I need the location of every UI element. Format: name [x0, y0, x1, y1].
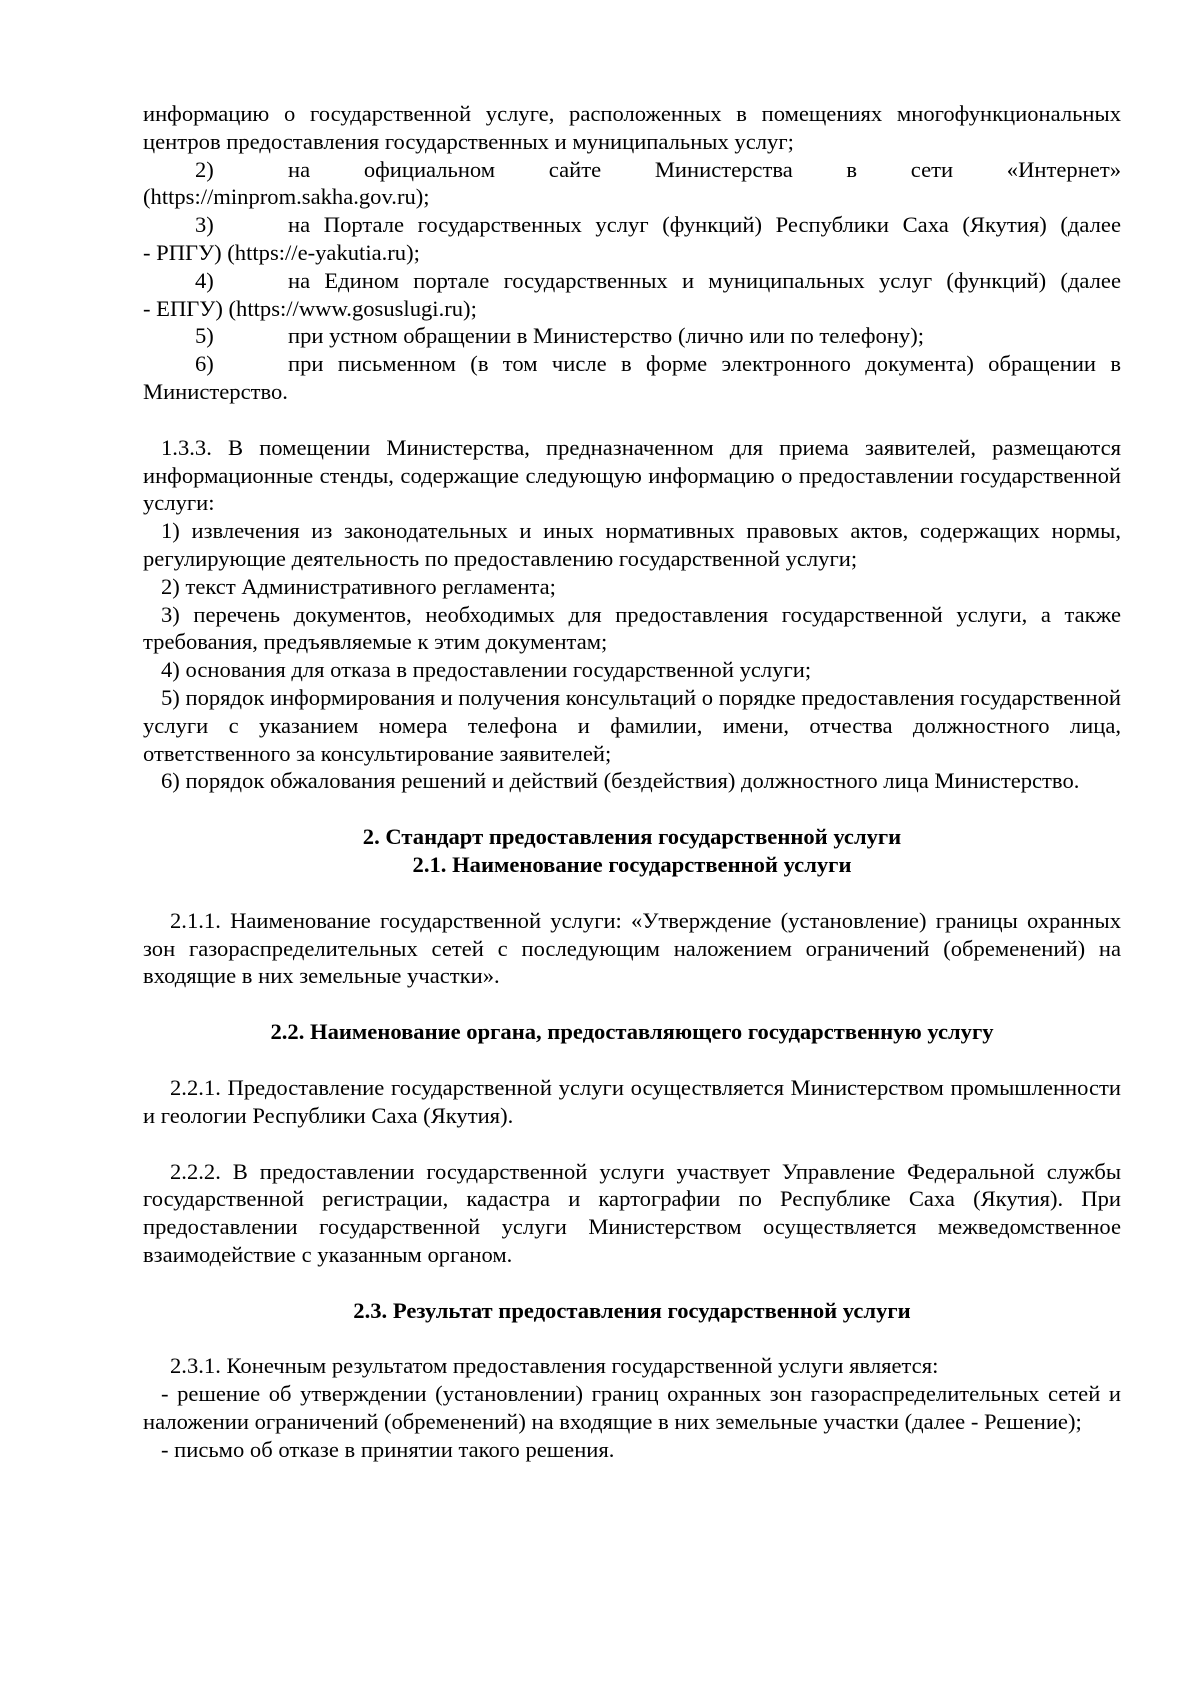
list-item: 1) извлечения из законодательных и иных нормативных правовых актов, содержащих нормы, регулирующие деятельность по предоставлению государственной услуги; [143, 518, 1121, 571]
list-item-text: на Портале государственных услуг (функций) Республики Саха (Якутия) (далее [288, 212, 1121, 238]
paragraph-2-1-1: 2.1.1. Наименование государственной услуги: «Утверждение (установление) границы охранных зон газораспределительных сетей с последующим наложением ограничений (обременений) на входящие в них земельные участки». [143, 907, 1121, 989]
list-item: 5) порядок информирования и получения консультаций о порядке предоставления государственной услуги с указанием номера телефона и фамилии, имени, отчества должностного лица, ответственного за консультирование заявителей; [143, 684, 1121, 766]
list-item: 2) текст Административного регламента; [161, 573, 556, 599]
list-item-continuation: Министерство. [143, 378, 288, 404]
subsection-title: 2.3. Результат предоставления государственной услуги [353, 1297, 911, 1323]
subsection-title: 2.1. Наименование государственной услуги [412, 851, 852, 877]
list-item: 6) порядок обжалования решений и действий (бездействия) должностного лица Министерство. [161, 768, 1080, 794]
section-title: 2. Стандарт предоставления государственной услуги [362, 824, 902, 850]
list-item: 3) перечень документов, необходимых для предоставления государственной услуги, а также требования, предъявляемые к этим документам; [143, 601, 1121, 655]
list-item: 4) основания для отказа в предоставлении государственной услуги; [161, 657, 812, 683]
list-item [143, 322, 1121, 350]
document-page [143, 100, 1121, 1464]
list-item-text: при устном обращении в Министерство (лично или по телефону); [288, 323, 925, 349]
list-item-continuation: (https://minprom.sakha.gov.ru); [143, 184, 430, 210]
list-item-text: на официальном сайте Министерства в сети «Интернет» [288, 156, 1121, 182]
spacer [143, 990, 1121, 1018]
spacer [143, 1269, 1121, 1297]
result-item: - решение об утверждении (установлении) границ охранных зон газораспределительных сетей и наложении ограничений (обременений) на входящие в них земельные участки (далее - Решение); [143, 1381, 1121, 1435]
spacer [143, 406, 1121, 434]
spacer [143, 1130, 1121, 1158]
list-item-continuation: - РПГУ) (https://e-yakutia.ru); [143, 239, 420, 265]
list-item-number: 5) [195, 323, 214, 349]
list-item-number: 6) [195, 351, 214, 377]
paragraph-1-3-3: 1.3.3. В помещении Министерства, предназначенном для приема заявителей, размещаются информационные стенды, содержащие следующую информацию о предоставлении государственной услуги: [143, 434, 1121, 516]
result-item: - письмо об отказе в принятии такого решения. [161, 1436, 615, 1462]
paragraph-2-2-1: 2.2.1. Предоставление государственной услуги осуществляется Министерством промышленности и геологии Республики Саха (Якутия). [143, 1074, 1121, 1128]
spacer [143, 879, 1121, 907]
list-item-number: 4) [195, 267, 214, 293]
list-item [143, 267, 1121, 295]
spacer [143, 1046, 1121, 1074]
paragraph-2-3-1: 2.3.1. Конечным результатом предоставления государственной услуги является: [170, 1353, 939, 1379]
list-item-continuation: - ЕПГУ) (https://www.gosuslugi.ru); [143, 295, 477, 321]
list-item [143, 211, 1121, 239]
spacer [143, 795, 1121, 823]
list-item-number: 2) [195, 156, 214, 182]
list-item [143, 156, 1121, 184]
list-a-intro: информацию о государственной услуге, расположенных в помещениях многофункциональных центров предоставления государственных и муниципальных услуг; [143, 101, 1121, 154]
list-item-number: 3) [195, 212, 214, 238]
list-item [143, 350, 1121, 378]
paragraph-2-2-2: 2.2.2. В предоставлении государственной услуги участвует Управление Федеральной службы государственной регистрации, кадастра и картографии по Республике Саха (Якутия). При предоставлении государственной услуги Министерством осуществляется межведомственное взаимодействие с указанным органом. [143, 1158, 1121, 1267]
list-item-text: на Едином портале государственных и муниципальных услуг (функций) (далее [288, 267, 1121, 293]
list-item-text: при письменном (в том числе в форме электронного документа) обращении в [288, 351, 1121, 377]
spacer [143, 1324, 1121, 1352]
subsection-title: 2.2. Наименование органа, предоставляющего государственную услугу [270, 1019, 994, 1045]
